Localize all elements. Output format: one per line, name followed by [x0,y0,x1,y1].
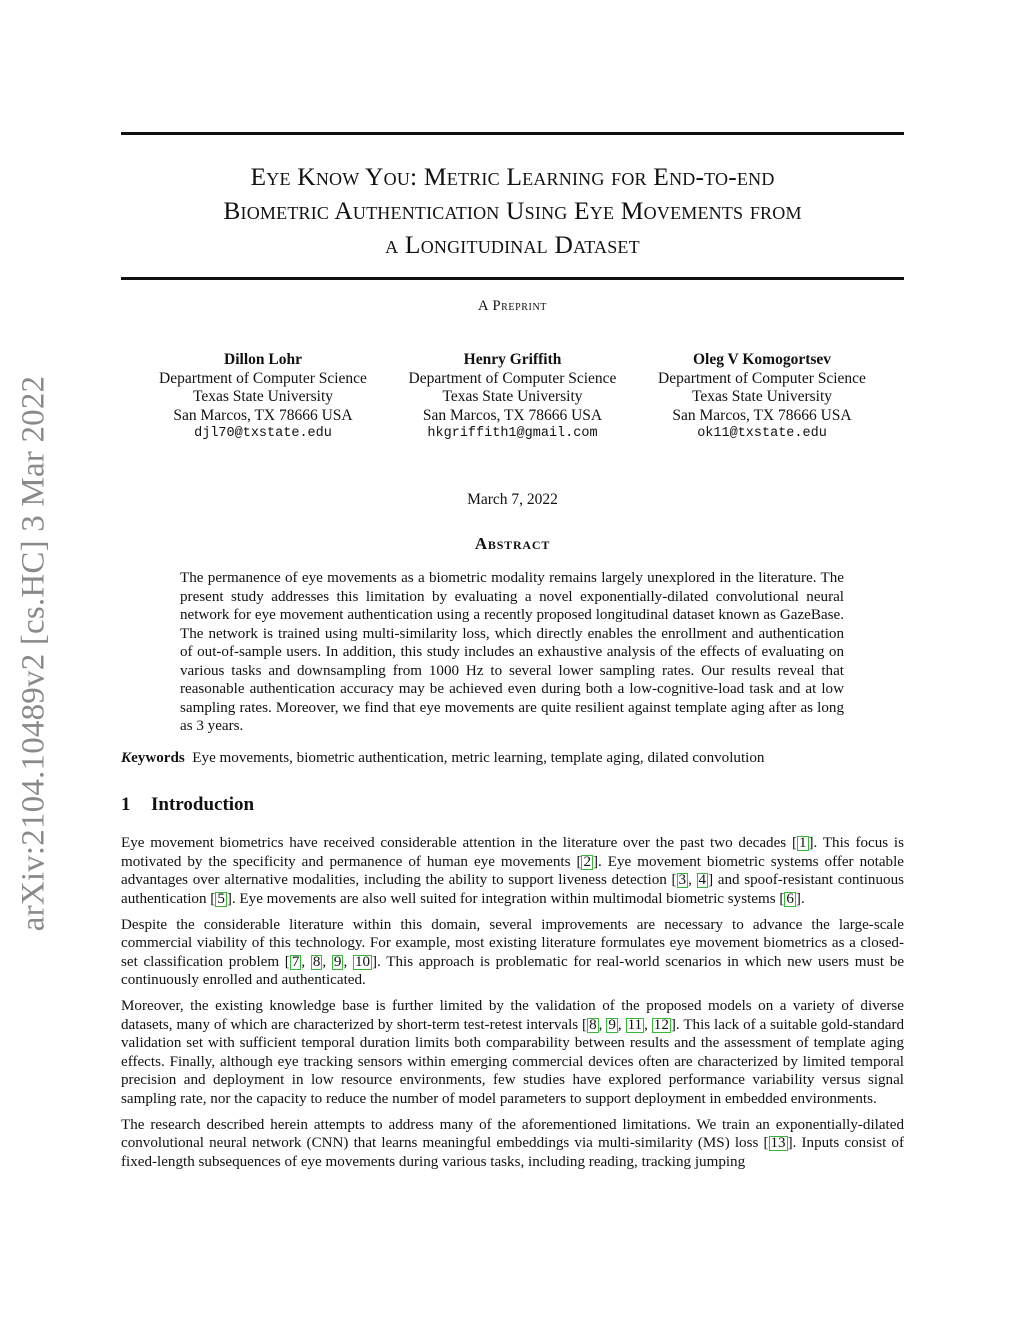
paragraph-text: , [688,872,697,888]
paragraph-text: , [343,953,353,970]
title-top-rule [121,132,904,135]
arxiv-side-stamp [14,352,54,955]
paragraph-text: ] and spoof-resistant continuous authentication [ [121,872,904,907]
citation-link[interactable]: 9 [608,1016,616,1033]
author-3 [642,351,882,444]
paragraph [121,916,904,990]
preprint-label: A Preprint [477,298,548,314]
paper-date: March 7, 2022 [467,491,558,508]
keywords-label-rest: eywords [131,750,185,766]
author-dept: Department of Computer Science [408,369,617,387]
author-email: ok11@txstate.edu [697,426,827,441]
citation-link[interactable]: 9 [333,953,342,970]
keywords-label [121,750,185,766]
citation-link[interactable]: 2 [583,853,592,870]
paragraph [121,1116,904,1172]
paragraph-text: Despite the considerable literature within this domain, several improvements are necessary to advance the large-scale commercial viability of this technology. For example, most existing literature formulates eye movement biometrics as a closed-set classification problem [ [121,916,904,970]
author-name: Dillon Lohr [224,351,302,368]
author-univ: Texas State University [192,388,334,405]
paragraph-text: , [301,953,311,970]
author-city: San Marcos, TX 78666 USA [422,406,603,424]
paragraph-text: ]. This lack of a suitable gold-standard validation set with sufficient temporal duration limits both comparability between results and the assessment of template aging effects. Finally, although eye tracking sensors within emerging commercial devices often are characterized by limited temporal precision and deployment in low resource environments, few studies have explored performance variability versus signal sampling rate, nor the capacity to reduce the number of model parameters to support deployment in embedded environments. [121,1016,905,1107]
paragraph-text: ]. This approach is problematic for real-world scenarios in which new users must be continuously enrolled and authenticated. [121,953,905,988]
citation-link[interactable]: 10 [354,953,371,970]
author-1 [143,351,383,444]
paragraph-text: , [617,1016,626,1033]
citation-link[interactable]: 13 [770,1135,786,1151]
keywords-text: Eye movements, biometric authentication, metric learning, template aging, dilated convolution [192,750,765,766]
author-email: djl70@txstate.edu [194,426,332,441]
paragraph-text: ]. [795,890,805,907]
citation-link[interactable]: 11 [627,1016,643,1033]
abstract-text: The permanence of eye movements as a biometric modality remains largely unexplored in the literature. The present study addresses this limitation by evaluating a novel exponentially-dilated convolutional neural network for eye movement authentication using a recently proposed longitudinal dataset known as GazeBase. The network is trained using multi-similarity loss, which directly enables the enrollment and authentication of out-of-sample users. In addition, this study includes an exhaustive analysis of the effects of evaluating on various tasks and downsampling from 1000 Hz to several lower sampling rates. Our results reveal that reasonable authentication accuracy may be achieved even during both a low-cognitive-load task and at low sampling rates. Moreover, we find that eye movements are quite resilient against template aging after as long as 3 years. [180,570,844,734]
citation-link[interactable]: 8 [589,1016,597,1033]
title-line-1: Eye Know You: Metric Learning for End-to-end [250,162,775,191]
paragraph-text: ]. Inputs consist of fixed-length subsequences of eye movements during various tasks, including reading, tracking jumping [121,1135,904,1170]
author-univ: Texas State University [691,388,833,405]
title-line-2: Biometric Authentication Using Eye Movements from [223,196,802,225]
paragraph [121,997,904,1108]
citation-link[interactable]: 1 [798,835,807,851]
paragraph [121,834,904,908]
section-number: 1 [121,794,131,815]
paper-title [121,160,904,262]
citation-link[interactable]: 6 [786,890,794,907]
section-heading [121,794,254,816]
paragraph-text: ]. This focus is motivated by the specificity and permanence of human eye movements [ [121,835,904,870]
citation-link[interactable]: 12 [653,1016,669,1033]
author-dept: Department of Computer Science [658,369,866,387]
author-email: hkgriffith1@gmail.com [427,426,598,441]
paragraph-text: ]. Eye movement biometric systems offer notable advantages over alternative modalities, including the ability to support liveness detection [ [121,853,904,888]
citation-link[interactable]: 7 [291,953,300,970]
keywords-line [121,750,904,767]
section-title: Introduction [151,794,255,815]
author-city: San Marcos, TX 78666 USA [173,406,353,424]
introduction-body [121,834,904,1179]
paragraph-text: , [322,953,332,970]
citation-link[interactable]: 4 [698,872,707,888]
author-name: Oleg V Komogortsev [692,351,832,368]
paragraph-text: , [644,1016,652,1033]
arxiv-identifier: arXiv:2104.10489v2 [cs.HC] 3 Mar 2022 [15,375,52,932]
author-name: Henry Griffith [463,351,562,368]
author-dept: Department of Computer Science [159,369,367,387]
author-2 [393,351,633,444]
paragraph-text: , [598,1016,607,1033]
paragraph-text: ]. Eye movements are also well suited for integration within multimodal biometric systems [ [226,890,785,907]
author-block [121,351,904,444]
paragraph-text: The research described herein attempts to address many of the aforementioned limitations. We train an exponentially-dilated convolutional neural network (CNN) that learns meaningful embeddings via multi-similarity (MS) loss [ [121,1116,904,1151]
author-univ: Texas State University [442,388,583,405]
citation-link[interactable]: 3 [678,872,687,888]
author-city: San Marcos, TX 78666 USA [672,406,852,424]
keywords-label-initial: K [121,750,132,766]
paragraph-text: Eye movement biometrics have received considerable attention in the literature over the past two decades [ [121,835,797,851]
citation-link[interactable]: 8 [312,953,321,970]
title-bottom-rule [121,277,904,280]
title-line-3: a Longitudinal Dataset [385,230,640,259]
abstract-heading: Abstract [474,534,551,553]
paragraph-text: Moreover, the existing knowledge base is further limited by the validation of the proposed models on a variety of diverse datasets, many of which are characterized by short-term test-retest intervals [ [121,998,904,1033]
citation-link[interactable]: 5 [217,890,225,907]
